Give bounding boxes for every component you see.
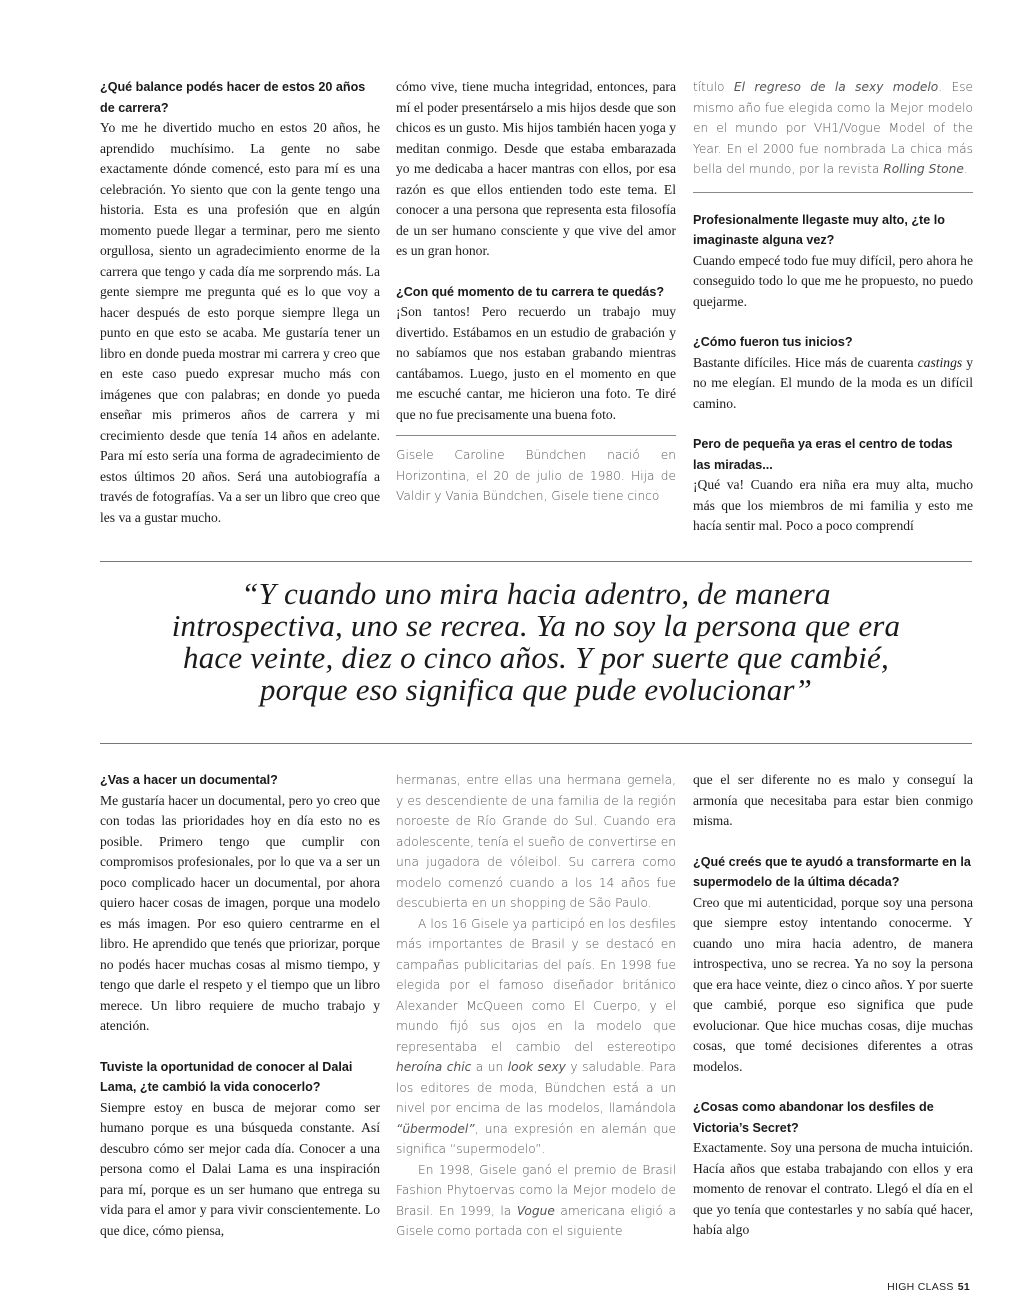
- top-column-3: [693, 77, 973, 536]
- question-heading: ¿Cosas como abandonar los desfiles de Victoria’s Secret?: [693, 1100, 934, 1135]
- answer-paragraph: Me gustaría hacer un documental, pero yo creo que con todas las prioridades hoy en día esto no es posible. Primero tengo que cumplir con compromisos profesionales, por lo que va a ser un poco complicado hacer un documental, por ahora quiero hacer cosas de imagen, porque una modelo es más imagen. Por eso quiero centrarme en el libro. He aprendido que tenés que priorizar, porque no podés hacer muchas cosas al mismo tiempo, y tengo que darle el respeto y el tiempo que un libro merece. Un libro requiere de mucho trabajo y atención.: [100, 792, 380, 1033]
- question-heading: Pero de pequeña ya eras el centro de todas las miradas...: [693, 437, 953, 472]
- pull-quote-line: hace veinte, diez o cinco años. Y por suerte que cambié,: [183, 640, 889, 675]
- answer-paragraph: ¡Qué va! Cuando era niña era muy alta, mucho más que los miembros de mi familia y esto me hacía sentir mal. Poco a poco comprendí: [693, 477, 973, 533]
- page-footer: [887, 1281, 970, 1293]
- answer-paragraph: ¡Son tantos! Pero recuerdo un trabajo muy divertido. Estábamos en un estudio de grabación y no sabíamos que nos estaban grabando mientras cantábamos. Luego, justo en el momento en que me escuché cantar, me hicieron una foto. Te diré que no fue precisamente una buena foto.: [396, 304, 676, 422]
- answer-paragraph: Cuando empecé todo fue muy difícil, pero ahora he conseguido todo lo que me he propuesto, no puedo quejarme.: [693, 252, 973, 309]
- bio-paragraph: En 1998, Gisele ganó el premio de Brasil Fashion Phytoervas como la Mejor modelo de Brasil. En 1999, la Vogue americana eligió a Gisele como portada con el siguiente: [396, 1162, 676, 1238]
- column-divider: [693, 192, 973, 193]
- bio-sidebar: [396, 445, 676, 506]
- question-heading: ¿Con qué momento de tu carrera te quedás?: [396, 284, 665, 299]
- pull-quote-line: porque eso significa que pude evolucionar”: [259, 672, 813, 707]
- quote-bottom-rule: [100, 743, 972, 744]
- question-heading: ¿Vas a hacer un documental?: [100, 773, 278, 787]
- bio-sidebar: [693, 77, 973, 180]
- pull-quote-line: introspectiva, uno se recrea. Ya no soy la persona que era: [171, 608, 901, 643]
- answer-paragraph: cómo vive, tiene mucha integridad, entonces, para mí el poder presentárselo a mis hijos desde que son chicos es un gusto. Mis hijos también hacen yoga y meditan conmigo. Desde que estaba embarazada yo me dedicaba a hacer mantras con ellos, por esa razón es que ellos entienden todo este tema. El conocer a una persona que representa esta filosofía de un ser humano consciente y que vive del amor es un gran honor.: [396, 79, 676, 258]
- answer-paragraph: Bastante difíciles. Hice más de cuarenta castings y no me elegían. El mundo de la moda es un difícil camino.: [693, 354, 973, 411]
- bio-paragraph: Gisele Caroline Bündchen nació en Horizontina, el 20 de julio de 1980. Hija de Valdir y Vania Bündchen, Gisele tiene cinco: [396, 448, 676, 503]
- magazine-name: HIGH CLASS: [887, 1281, 954, 1293]
- question-heading: ¿Qué balance podés hacer de estos 20 años de carrera?: [100, 80, 366, 115]
- question-heading: ¿Qué creés que te ayudó a transformarte en la supermodelo de la última década?: [693, 854, 971, 889]
- bottom-column-1: [100, 770, 380, 1241]
- question-heading: Tuviste la oportunidad de conocer al Dalai Lama, ¿te cambió la vida conocerlo?: [100, 1059, 353, 1094]
- answer-paragraph: que el ser diferente no es malo y conseguí la armonía que necesitaba para estar bien conmigo misma.: [693, 772, 973, 828]
- top-column-1: [100, 77, 380, 528]
- bio-paragraph: hermanas, entre ellas una hermana gemela, y es descendiente de una familia de la región noroeste de Río Grande do Sul. Cuando era adolescente, tenía el sueño de convertirse en una jugadora de vóleibol. Su carrera como modelo comenzó cuando a los 14 años fue descubierta en un shopping de São Paulo.: [396, 773, 676, 910]
- answer-paragraph: Yo me he divertido mucho en estos 20 años, he aprendido muchísimo. La gente no sabe exactamente dónde comencé, esto para mí es una celebración. Yo siento que con la gente tengo una historia. Esta es una profesión que en algún momento puede llegar a terminar, pero me siento orgullosa, siento un agradecimiento enorme de la carrera que tengo y cada día me sorprendo más. La gente siempre me pregunta qué es lo que voy a hacer después de esto porque siempre llega un punto en que esto se acaba. Me gustaría tener un libro en donde pueda mostrar mi carrera y creo que en este caso puedo expresar mucho más con imágenes que con palabras; en donde yo pueda enseñar mis primeros años de carrera y mi crecimiento desde que tenía 14 años en adelante. Para mí esto sería una forma de agradecimiento de estos últimos 20 años. Será una autobiografía a través de fotografías. Va a ser un libro que creo que les va a gustar mucho.: [100, 120, 380, 525]
- bottom-column-3: [693, 770, 973, 1241]
- question-heading: Profesionalmente llegaste muy alto, ¿te lo imaginaste alguna vez?: [693, 212, 945, 247]
- bio-paragraph: A los 16 Gisele ya participó en los desfiles más importantes de Brasil y se destacó en campañas publicitarias del país. En 1998 fue elegida por el famoso diseñador británico Alexander McQueen como El Cuerpo, y el mundo fijó sus ojos en la modelo que representaba el cambio del estereotipo heroína chic a un look sexy y saludable. Para los editores de moda, Bündchen está a un nivel por encima de las modelos, llamándola “übermodel”, una expresión en alemán que significa “supermodelo”.: [396, 916, 677, 1156]
- answer-paragraph: Exactamente. Soy una persona de mucha intuición. Hacía años que estaba trabajando con ellos y era momento de renovar el contrato. Llegó el día en el que yo tenía que contestarles y no sabía qué hacer, había algo: [693, 1140, 973, 1237]
- answer-paragraph: Creo que mi autenticidad, porque soy una persona que siempre estoy intentando conocerme. Y cuando uno mira hacia adentro, de manera introspectiva, uno se recrea. Ya no soy la persona que era hace veinte, diez o cinco años. Y por suerte que cambié, porque eso significa que pude evolucionar. Que hice muchas cosas, dije muchas cosas, que tomé decisiones diferentes a otras modelos.: [693, 894, 973, 1074]
- answer-paragraph: Siempre estoy en busca de mejorar como ser humano porque es una búsqueda constante. Así descubro cómo ser mejor cada día. Conocer a una persona como el Dalai Lama es una inspiración para mí, porque es un ser humano que entrega su vida para el amor y para vivir conscientemente. Lo que dice, cómo piensa,: [100, 1099, 380, 1238]
- bio-paragraph: título El regreso de la sexy modelo. Ese mismo año fue elegida como la Mejor modelo en el mundo por VH1/Vogue Model of the Year. En el 2000 fue nombrada La chica más bella del mundo, por la revista Rolling Stone.: [693, 80, 973, 176]
- column-divider: [396, 435, 676, 436]
- pull-quote: [100, 578, 972, 706]
- top-column-2: [396, 77, 676, 506]
- pull-quote-line: “Y cuando uno mira hacia adentro, de manera: [241, 576, 831, 611]
- quote-top-rule: [100, 561, 972, 562]
- page-number: 51: [957, 1281, 970, 1293]
- question-heading: ¿Cómo fueron tus inicios?: [693, 335, 853, 349]
- bottom-column-2: [396, 770, 676, 1242]
